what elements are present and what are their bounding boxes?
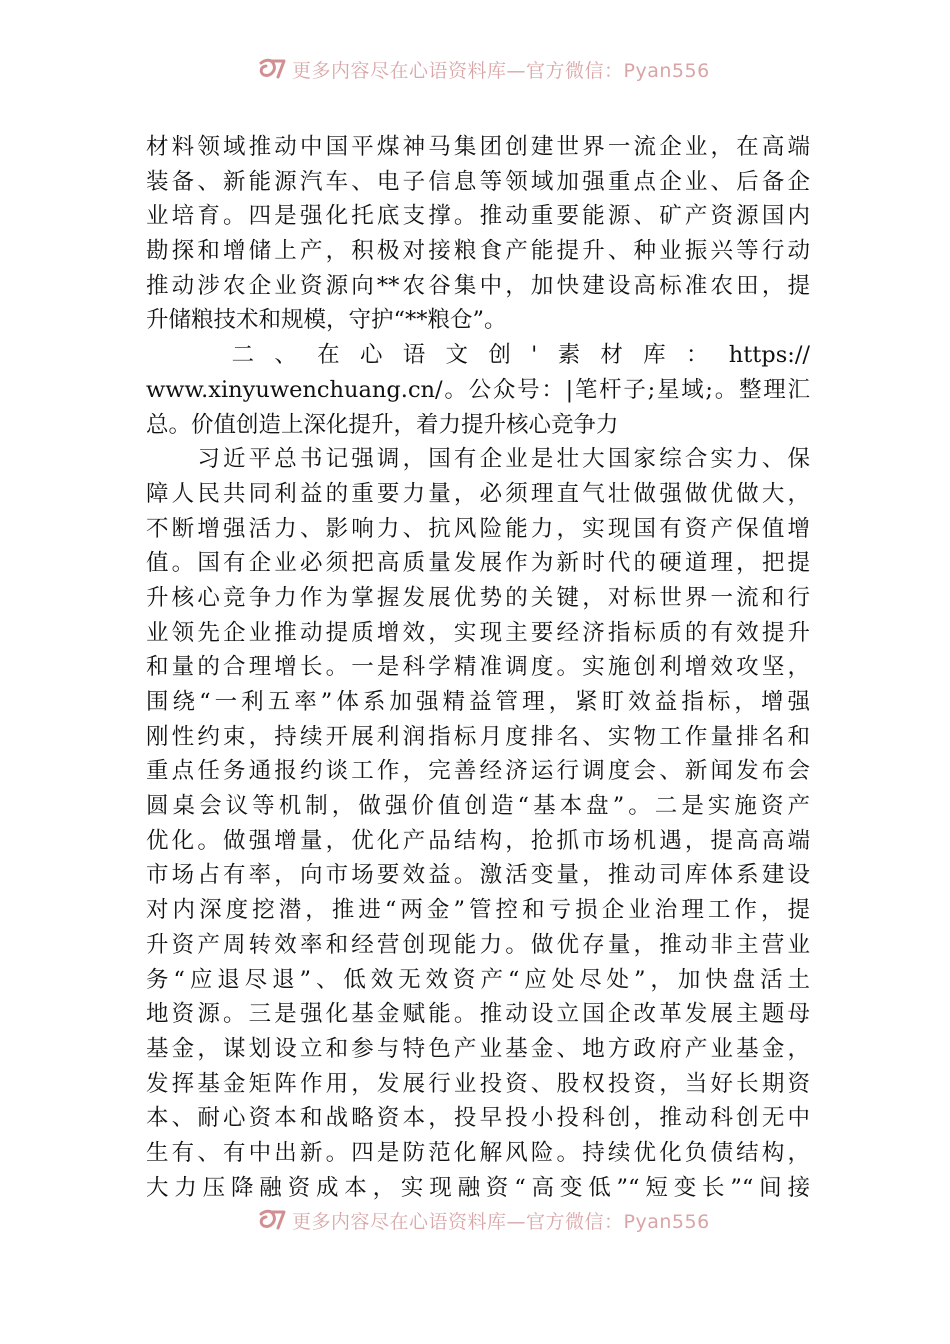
watermark-logo-icon <box>258 1208 288 1232</box>
text-line: 和量的合理增长。一是科学精准调度。实施创利增效攻坚， <box>146 654 810 681</box>
body-text <box>146 130 810 1205</box>
text-line: 发挥基金矩阵作用，发展行业投资、股权投资，当好长期资 <box>146 1070 810 1097</box>
watermark-text: 更多内容尽在心语资料库—官方微信：Pyan556 <box>292 59 710 82</box>
text-line: 刚性约束，持续开展利润指标月度排名、实物工作量排名和 <box>146 723 810 750</box>
text-line: 重点任务通报约谈工作，完善经济运行调度会、新闻发布会 <box>146 758 810 785</box>
text-line: 升核心竞争力作为掌握发展优势的关键，对标世界一流和行 <box>146 584 810 611</box>
text-line: 装备、新能源汽车、电子信息等领域加强重点企业、后备企 <box>146 168 810 195</box>
text-line: 大力压降融资成本，实现融资“高变低”“短变长”“间接 <box>146 1174 810 1201</box>
text-line: 市场占有率，向市场要效益。激活变量，推动司库体系建设 <box>146 862 810 889</box>
text-line: 业领先企业推动提质增效，实现主要经济指标质的有效提升 <box>146 619 810 646</box>
text-line: 材料领域推动中国平煤神马集团创建世界一流企业，在高端 <box>146 134 810 160</box>
text-line: 勘探和增储上产，积极对接粮食产能提升、种业振兴等行动 <box>146 238 810 265</box>
text-line: 推动涉农企业资源向**农谷集中，加快建设高标准农田，提 <box>146 272 810 299</box>
text-line: 升储粮技术和规模，守护“**粮仓”。 <box>146 307 507 334</box>
text-line: 本、耐心资本和战略资本，投早投小投科创，推动科创无中 <box>146 1105 810 1132</box>
text-line: 对内深度挖潜，推进“两金”管控和亏损企业治理工作，提 <box>146 897 810 924</box>
text-line: 升资产周转效率和经营创现能力。做优存量，推动非主营业 <box>146 931 810 958</box>
section-heading-line: 二、在心语文创'素材库：https:// <box>146 342 810 369</box>
text-line: 习近平总书记强调，国有企业是壮大国家综合实力、保 <box>146 446 810 473</box>
text-line: 优化。做强增量，优化产品结构，抢抓市场机遇，提高高端 <box>146 827 810 854</box>
text-line: 圆桌会议等机制，做强价值创造“基本盘”。二是实施资产 <box>146 793 810 820</box>
watermark-logo-icon <box>258 57 288 81</box>
text-line: 业培育。四是强化托底支撑。推动重要能源、矿产资源国内 <box>146 203 810 230</box>
text-line: 地资源。三是强化基金赋能。推动设立国企改革发展主题母 <box>146 1001 810 1028</box>
text-line: 基金，谋划设立和参与特色产业基金、地方政府产业基金， <box>146 1035 810 1062</box>
text-line: 生有、有中出新。四是防范化解风险。持续优化负债结构， <box>146 1139 810 1166</box>
text-line: 不断增强活力、影响力、抗风险能力，实现国有资产保值增 <box>146 515 810 542</box>
footer-watermark <box>258 1205 728 1235</box>
text-line: 围绕“一利五率”体系加强精益管理，紧盯效益指标，增强 <box>146 689 810 715</box>
watermark-text: 更多内容尽在心语资料库—官方微信：Pyan556 <box>292 1210 710 1233</box>
text-line: 障人民共同利益的重要力量，必须理直气壮做强做优做大， <box>146 480 810 507</box>
text-line: 值。国有企业必须把高质量发展作为新时代的硬道理，把提 <box>146 550 810 577</box>
section-heading-line: 总。价值创造上深化提升，着力提升核心竞争力 <box>146 411 619 438</box>
text-line: 务“应退尽退”、低效无效资产“应处尽处”，加快盘活土 <box>146 966 810 993</box>
section-heading-line: www.xinyuwenchuang.cn/。公众号：|笔杆子;星域;。整理汇 <box>146 376 810 403</box>
header-watermark <box>258 54 728 84</box>
